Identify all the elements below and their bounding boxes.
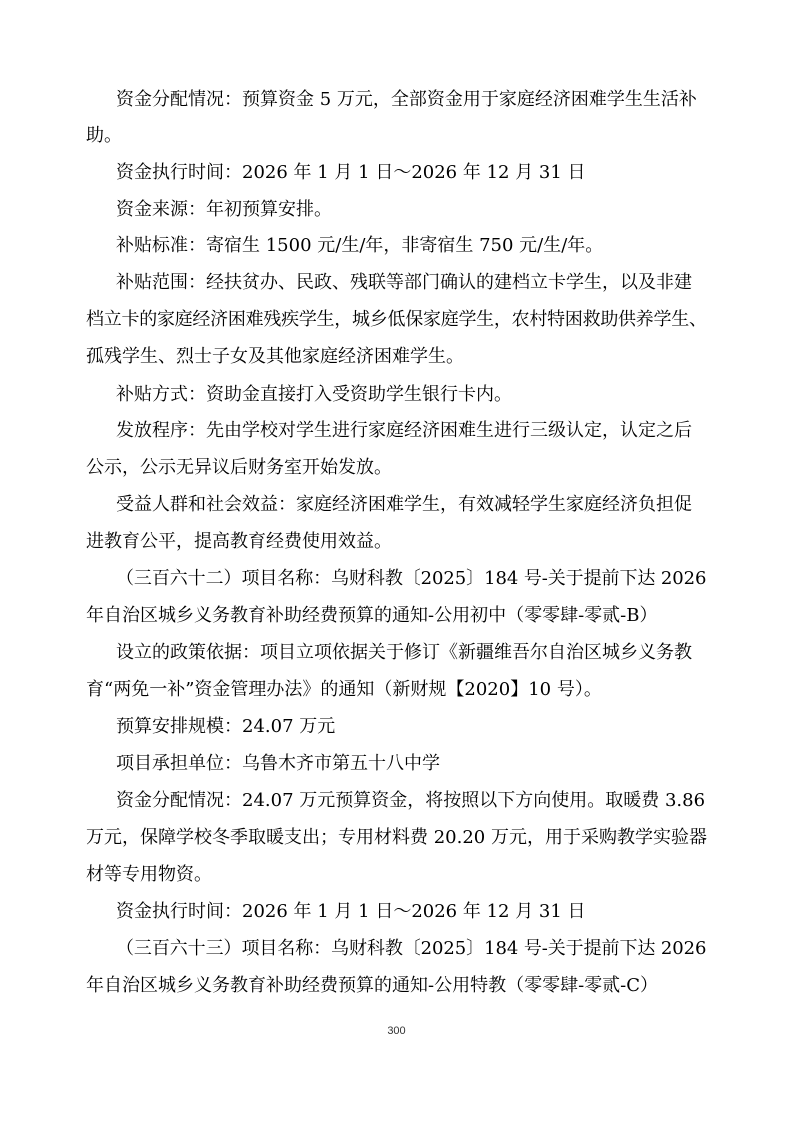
- paragraph-subsidy-scope-3: 孤残学生、烈士子女及其他家庭经济困难学生。: [86, 346, 464, 367]
- paragraph-beneficiaries-2: 进教育公平，提高教育经费使用效益。: [86, 531, 392, 552]
- paragraph-allocation-362-1: 资金分配情况：24.07 万元预算资金，将按照以下方向使用。取暖费 3.86: [116, 790, 706, 811]
- paragraph-allocation-362-2: 万元，保障学校冬季取暖支出；专用材料费 20.20 万元，用于采购教学实验器: [86, 827, 707, 848]
- paragraph-fund-source: 资金来源：年初预算安排。: [116, 199, 332, 220]
- paragraph-budget-scale: 预算安排规模：24.07 万元: [116, 716, 336, 737]
- paragraph-subsidy-scope-2: 档立卡的家庭经济困难残疾学生，城乡低保家庭学生，农村特困救助供养学生、: [86, 309, 707, 330]
- paragraph-policy-basis-2: 育“两免一补”资金管理办法》的通知（新财规【2020】10 号）。: [86, 679, 602, 700]
- paragraph-undertaking-unit: 项目承担单位：乌鲁木齐市第五十八中学: [116, 753, 440, 774]
- project-363-title-2: 年自治区城乡义务教育补助经费预算的通知-公用特教（零零肆-零贰-C）: [86, 975, 659, 996]
- paragraph-execution-time-1: 资金执行时间：2026 年 1 月 1 日～2026 年 12 月 31 日: [116, 162, 586, 183]
- project-363-title-1: （三百六十三）项目名称：乌财科教〔2025〕184 号-关于提前下达 2026: [116, 938, 707, 959]
- paragraph-beneficiaries-1: 受益人群和社会效益：家庭经济困难学生，有效减轻学生家庭经济负担促: [116, 494, 692, 515]
- paragraph-policy-basis-1: 设立的政策依据：项目立项依据关于修订《新疆维吾尔自治区城乡义务教: [116, 642, 692, 663]
- paragraph-fund-allocation-1: 资金分配情况：预算资金 5 万元，全部资金用于家庭经济困难学生生活补: [116, 89, 697, 110]
- paragraph-allocation-362-3: 材等专用物资。: [86, 864, 212, 885]
- paragraph-subsidy-method: 补贴方式：资助金直接打入受资助学生银行卡内。: [116, 384, 512, 405]
- paragraph-subsidy-scope-1: 补贴范围：经扶贫办、民政、残联等部门确认的建档立卡学生，以及非建: [116, 272, 692, 293]
- paragraph-procedure-1: 发放程序：先由学校对学生进行家庭经济困难生进行三级认定，认定之后: [116, 420, 692, 441]
- paragraph-subsidy-standard: 补贴标准：寄宿生 1500 元/生/年，非寄宿生 750 元/生/年。: [116, 235, 604, 256]
- paragraph-fund-allocation-2: 助。: [86, 125, 122, 146]
- page-number: 300: [387, 1025, 406, 1037]
- paragraph-execution-time-2: 资金执行时间：2026 年 1 月 1 日～2026 年 12 月 31 日: [116, 901, 586, 922]
- paragraph-procedure-2: 公示，公示无异议后财务室开始发放。: [86, 457, 392, 478]
- project-362-title-2: 年自治区城乡义务教育补助经费预算的通知-公用初中（零零肆-零贰-B）: [86, 605, 658, 626]
- project-362-title-1: （三百六十二）项目名称：乌财科教〔2025〕184 号-关于提前下达 2026: [116, 568, 707, 589]
